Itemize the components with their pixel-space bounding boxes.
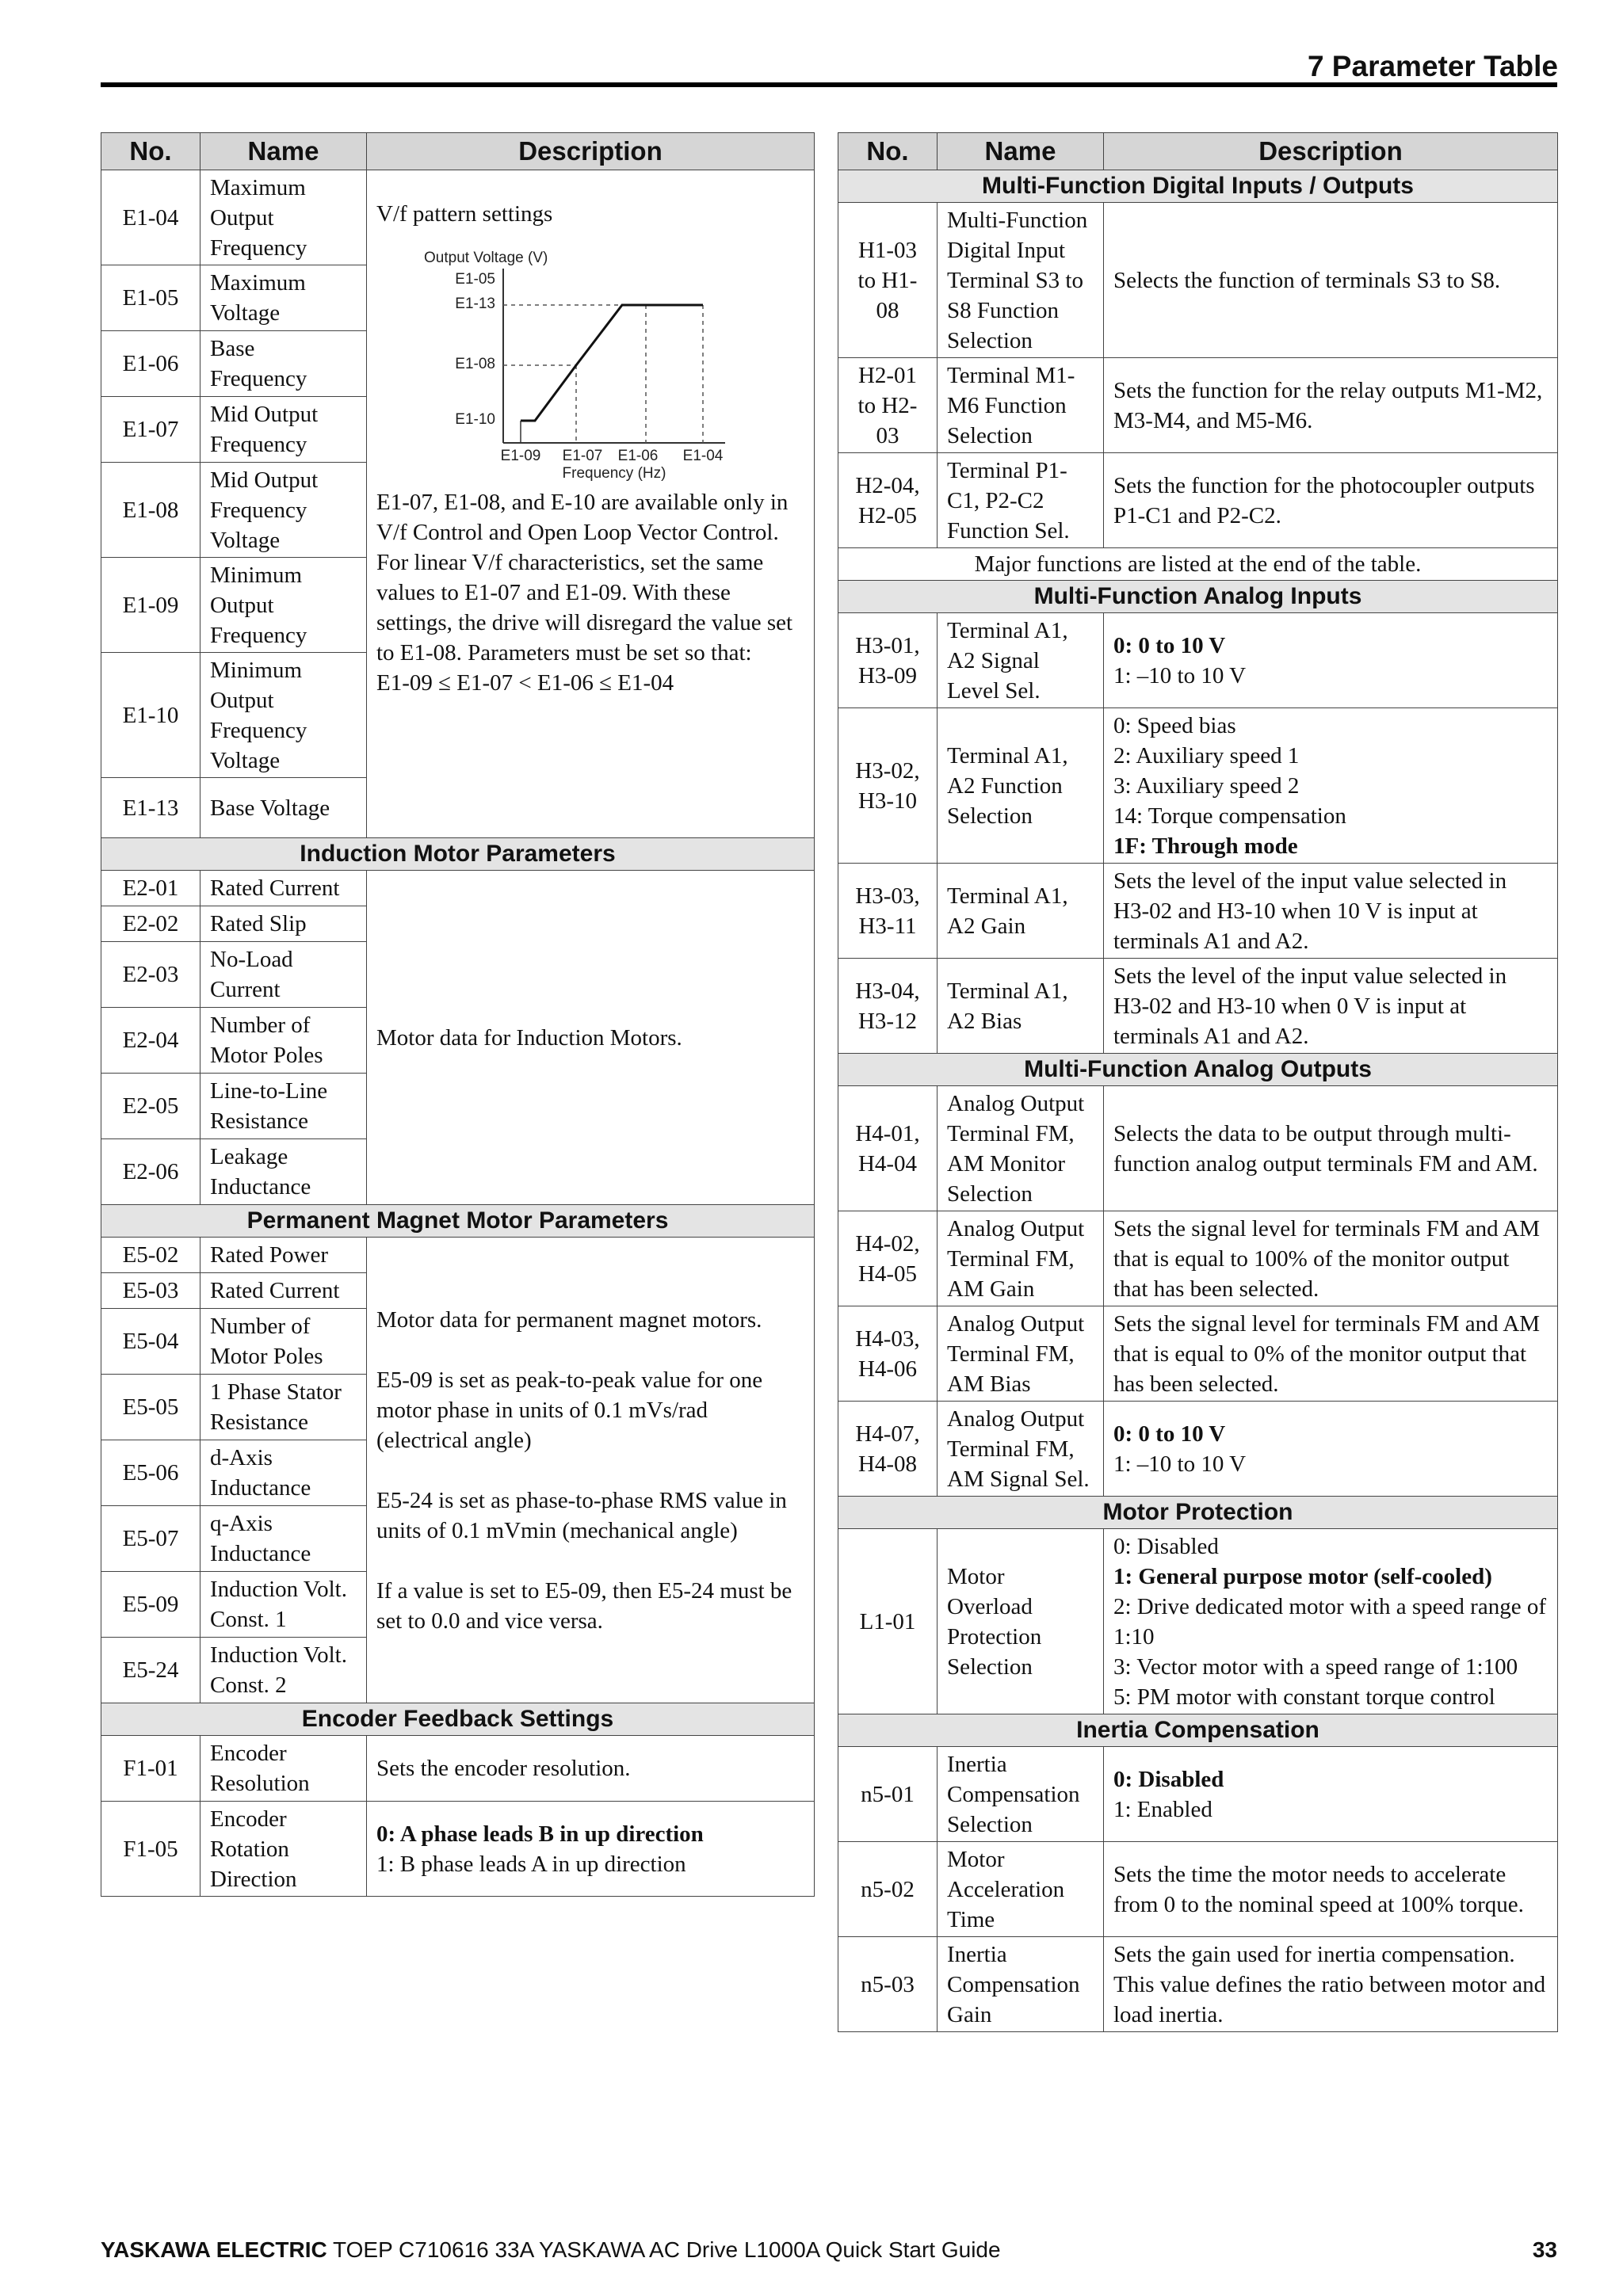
param-no: H4-07, H4-08 bbox=[838, 1402, 938, 1497]
param-no: H4-01, H4-04 bbox=[838, 1086, 938, 1211]
table-note-row bbox=[838, 548, 1558, 581]
param-name: Maximum Output Frequency bbox=[200, 170, 367, 265]
option: 5: PM motor with constant torque control bbox=[1113, 1684, 1495, 1710]
section-header bbox=[101, 838, 815, 871]
section-title: Multi-Function Digital Inputs / Outputs bbox=[838, 170, 1558, 203]
param-description: Sets the function for the relay outputs M1-M2, M3-M4, and M5-M6. bbox=[1104, 358, 1558, 453]
param-no: E5-02 bbox=[101, 1238, 200, 1273]
chart-y-label: E1-05 bbox=[455, 271, 495, 288]
param-no: E1-13 bbox=[101, 778, 200, 838]
column-header-description: Description bbox=[1104, 133, 1558, 170]
default-option: 0: Disabled bbox=[1113, 1766, 1224, 1792]
param-name: d-Axis Inductance bbox=[200, 1440, 367, 1506]
param-description: Sets the level of the input value selected in H3-02 and H3-10 when 0 V is input at terminals A1 and A2. bbox=[1104, 959, 1558, 1054]
param-description: Sets the time the motor needs to accelerate from 0 to the nominal speed at 100% torque. bbox=[1104, 1842, 1558, 1937]
pm-desc-line: E5-09 is set as peak-to-peak value for one motor phase in units of 0.1 mVs/rad (electrical angle) bbox=[376, 1367, 763, 1453]
column-header-description: Description bbox=[367, 133, 815, 170]
vf-pattern-chart bbox=[424, 245, 757, 482]
param-name: Inertia Compensation Selection bbox=[938, 1747, 1104, 1842]
param-name: Terminal A1, A2 Signal Level Sel. bbox=[938, 613, 1104, 708]
option: 2: Drive dedicated motor with a speed range of 1:10 bbox=[1113, 1593, 1546, 1650]
param-no: n5-03 bbox=[838, 1937, 938, 2032]
param-name: Terminal A1, A2 Gain bbox=[938, 864, 1104, 959]
param-name: Encoder Rotation Direction bbox=[200, 1802, 367, 1897]
table-header-row bbox=[101, 133, 815, 170]
param-no: H3-01, H3-09 bbox=[838, 613, 938, 708]
param-no: H4-02, H4-05 bbox=[838, 1211, 938, 1306]
section-title: Multi-Function Analog Outputs bbox=[838, 1054, 1558, 1086]
param-description: Sets the encoder resolution. bbox=[367, 1736, 815, 1802]
param-no: H3-04, H3-12 bbox=[838, 959, 938, 1054]
param-name: Minimum Output Frequency bbox=[200, 558, 367, 653]
param-name: Motor Overload Protection Selection bbox=[938, 1529, 1104, 1714]
param-no: F1-05 bbox=[101, 1802, 200, 1897]
section-header bbox=[838, 170, 1558, 203]
param-name: Analog Output Terminal FM, AM Monitor Selection bbox=[938, 1086, 1104, 1211]
table-row bbox=[838, 1086, 1558, 1211]
chart-x-label: E1-09 bbox=[500, 448, 541, 464]
left-parameter-table bbox=[101, 132, 815, 1897]
table-row bbox=[101, 1238, 815, 1273]
param-no: E5-04 bbox=[101, 1309, 200, 1375]
param-no: E1-10 bbox=[101, 653, 200, 778]
default-option: 1: General purpose motor (self-cooled) bbox=[1113, 1563, 1492, 1589]
header-rule bbox=[101, 82, 1557, 87]
param-name: Number of Motor Poles bbox=[200, 1309, 367, 1375]
page-footer bbox=[101, 2234, 1557, 2266]
param-name: No-Load Current bbox=[200, 942, 367, 1008]
param-description bbox=[1104, 613, 1558, 708]
param-description: Sets the function for the photocoupler outputs P1-C1 and P2-C2. bbox=[1104, 453, 1558, 548]
option: 1: –10 to 10 V bbox=[1113, 1451, 1247, 1477]
param-name: Leakage Inductance bbox=[200, 1139, 367, 1205]
section-header bbox=[838, 1054, 1558, 1086]
param-name: Line-to-Line Resistance bbox=[200, 1074, 367, 1139]
param-name: Analog Output Terminal FM, AM Gain bbox=[938, 1211, 1104, 1306]
param-name: Rated Slip bbox=[200, 906, 367, 942]
table-row bbox=[838, 453, 1558, 548]
option: 3: Auxiliary speed 2 bbox=[1113, 772, 1300, 799]
param-name: Terminal A1, A2 Bias bbox=[938, 959, 1104, 1054]
column-header-no: No. bbox=[101, 133, 200, 170]
param-no: H3-03, H3-11 bbox=[838, 864, 938, 959]
vf-pattern-notes: E1-07, E1-08, and E-10 are available only in V/f Control and Open Loop Vector Control. For linear V/f characteristics, set the same values to E1-07 and E1-09. With these settings, the drive will disregard the value set to E1-08. Parameters must be set so that: bbox=[376, 490, 793, 666]
default-option: 1F: Through mode bbox=[1113, 833, 1298, 859]
section-header bbox=[838, 1714, 1558, 1747]
chart-y-label: E1-13 bbox=[455, 296, 495, 312]
page-number: 33 bbox=[1532, 2237, 1557, 2262]
column-header-name: Name bbox=[938, 133, 1104, 170]
default-option: 0: A phase leads B in up direction bbox=[376, 1821, 704, 1847]
param-name: Terminal P1-C1, P2-C2 Function Sel. bbox=[938, 453, 1104, 548]
footer-brand: YASKAWA ELECTRIC bbox=[101, 2237, 327, 2262]
option: 1: –10 to 10 V bbox=[1113, 662, 1247, 688]
param-name: Terminal M1-M6 Function Selection bbox=[938, 358, 1104, 453]
param-no: E5-09 bbox=[101, 1572, 200, 1638]
table-row bbox=[101, 871, 815, 906]
param-no: E5-06 bbox=[101, 1440, 200, 1506]
param-no: H2-04, H2-05 bbox=[838, 453, 938, 548]
option: 14: Torque compensation bbox=[1113, 803, 1346, 829]
param-name: q-Axis Inductance bbox=[200, 1506, 367, 1572]
pm-desc-line: If a value is set to E5-09, then E5-24 must be set to 0.0 and vice versa. bbox=[376, 1577, 792, 1634]
option: 2: Auxiliary speed 1 bbox=[1113, 742, 1300, 769]
chart-x-title: Frequency (Hz) bbox=[562, 465, 666, 482]
param-name: Minimum Output Frequency Voltage bbox=[200, 653, 367, 778]
param-description: Selects the function of terminals S3 to S8. bbox=[1104, 203, 1558, 358]
param-no: H2-01 to H2-03 bbox=[838, 358, 938, 453]
option: 1: Enabled bbox=[1113, 1796, 1212, 1822]
section-title: Multi-Function Analog Inputs bbox=[838, 581, 1558, 613]
pm-desc-line: Motor data for permanent magnet motors. bbox=[376, 1306, 762, 1333]
default-option: 0: 0 to 10 V bbox=[1113, 1421, 1226, 1447]
table-row bbox=[838, 1529, 1558, 1714]
table-row bbox=[838, 1747, 1558, 1842]
param-description: Sets the signal level for terminals FM and AM that is equal to 0% of the monitor output that has been selected. bbox=[1104, 1306, 1558, 1402]
param-no: E2-06 bbox=[101, 1139, 200, 1205]
table-row bbox=[838, 864, 1558, 959]
param-name: Terminal A1, A2 Function Selection bbox=[938, 708, 1104, 864]
param-no: H4-03, H4-06 bbox=[838, 1306, 938, 1402]
pm-desc-line: E5-24 is set as phase-to-phase RMS value in units of 0.1 mVmin (mechanical angle) bbox=[376, 1487, 787, 1543]
vf-pattern-formula: E1-09 ≤ E1-07 < E1-06 ≤ E1-04 bbox=[376, 670, 674, 696]
param-name: Encoder Resolution bbox=[200, 1736, 367, 1802]
pm-motor-description bbox=[367, 1238, 815, 1703]
param-no: E5-03 bbox=[101, 1273, 200, 1309]
default-option: 0: 0 to 10 V bbox=[1113, 632, 1226, 658]
param-no: E1-09 bbox=[101, 558, 200, 653]
section-title: Permanent Magnet Motor Parameters bbox=[101, 1205, 815, 1238]
param-no: E1-04 bbox=[101, 170, 200, 265]
param-description bbox=[1104, 708, 1558, 864]
param-name: Induction Volt. Const. 2 bbox=[200, 1638, 367, 1703]
param-no: n5-01 bbox=[838, 1747, 938, 1842]
param-name: Rated Power bbox=[200, 1238, 367, 1273]
param-no: L1-01 bbox=[838, 1529, 938, 1714]
param-description bbox=[1104, 1529, 1558, 1714]
table-row bbox=[838, 1402, 1558, 1497]
param-name: Maximum Voltage bbox=[200, 265, 367, 331]
param-name: Mid Output Frequency bbox=[200, 397, 367, 463]
param-no: H3-02, H3-10 bbox=[838, 708, 938, 864]
param-no: E1-08 bbox=[101, 463, 200, 558]
vf-pattern-title: V/f pattern settings bbox=[376, 201, 553, 227]
param-name: Base Frequency bbox=[200, 331, 367, 397]
param-name: Inertia Compensation Gain bbox=[938, 1937, 1104, 2032]
param-name: 1 Phase Stator Resistance bbox=[200, 1375, 367, 1440]
section-title: 7 Parameter Table bbox=[1307, 50, 1558, 82]
option: 0: Disabled bbox=[1113, 1533, 1219, 1559]
param-no: E1-06 bbox=[101, 331, 200, 397]
chart-x-label: E1-04 bbox=[682, 448, 724, 464]
param-name: Induction Volt. Const. 1 bbox=[200, 1572, 367, 1638]
chart-y-label: E1-10 bbox=[455, 411, 495, 428]
section-title: Motor Protection bbox=[838, 1497, 1558, 1529]
param-no: E2-02 bbox=[101, 906, 200, 942]
table-row bbox=[101, 1802, 815, 1897]
param-description bbox=[1104, 1402, 1558, 1497]
param-no: F1-01 bbox=[101, 1736, 200, 1802]
option: 0: Speed bias bbox=[1113, 712, 1236, 738]
vf-pattern-description bbox=[367, 170, 815, 838]
table-row bbox=[838, 1842, 1558, 1937]
table-row bbox=[101, 170, 815, 265]
param-description: Sets the signal level for terminals FM and AM that is equal to 100% of the monitor output that has been selected. bbox=[1104, 1211, 1558, 1306]
section-title: Inertia Compensation bbox=[838, 1714, 1558, 1747]
param-name: Base Voltage bbox=[200, 778, 367, 838]
table-row bbox=[101, 1736, 815, 1802]
column-header-no: No. bbox=[838, 133, 938, 170]
param-name: Analog Output Terminal FM, AM Bias bbox=[938, 1306, 1104, 1402]
section-header bbox=[101, 1205, 815, 1238]
column-header-name: Name bbox=[200, 133, 367, 170]
param-no: E1-05 bbox=[101, 265, 200, 331]
param-name: Number of Motor Poles bbox=[200, 1008, 367, 1074]
param-name: Motor Acceleration Time bbox=[938, 1842, 1104, 1937]
param-no: n5-02 bbox=[838, 1842, 938, 1937]
section-header bbox=[101, 1703, 815, 1736]
param-name: Mid Output Frequency Voltage bbox=[200, 463, 367, 558]
param-description: Sets the level of the input value selected in H3-02 and H3-10 when 10 V is input at terminals A1 and A2. bbox=[1104, 864, 1558, 959]
option: 3: Vector motor with a speed range of 1:100 bbox=[1113, 1653, 1518, 1680]
induction-motor-description: Motor data for Induction Motors. bbox=[367, 871, 815, 1205]
chart-x-label: E1-07 bbox=[562, 448, 603, 464]
chart-y-label: E1-08 bbox=[455, 356, 495, 372]
param-no: E2-05 bbox=[101, 1074, 200, 1139]
param-name: Rated Current bbox=[200, 1273, 367, 1309]
param-no: E5-05 bbox=[101, 1375, 200, 1440]
chart-y-title: Output Voltage (V) bbox=[424, 250, 548, 266]
table-header-row bbox=[838, 133, 1558, 170]
param-description bbox=[1104, 1747, 1558, 1842]
param-description: Sets the gain used for inertia compensation. This value defines the ratio between motor and load inertia. bbox=[1104, 1937, 1558, 2032]
table-row bbox=[838, 959, 1558, 1054]
param-no: E2-04 bbox=[101, 1008, 200, 1074]
param-description: Selects the data to be output through multi-function analog output terminals FM and AM. bbox=[1104, 1086, 1558, 1211]
param-name: Multi-Function Digital Input Terminal S3 to S8 Function Selection bbox=[938, 203, 1104, 358]
table-note: Major functions are listed at the end of the table. bbox=[838, 548, 1558, 581]
section-header bbox=[838, 581, 1558, 613]
param-no: E2-01 bbox=[101, 871, 200, 906]
param-name: Rated Current bbox=[200, 871, 367, 906]
right-parameter-table bbox=[838, 132, 1558, 2032]
param-no: E5-24 bbox=[101, 1638, 200, 1703]
param-no: E5-07 bbox=[101, 1506, 200, 1572]
option: 1: B phase leads A in up direction bbox=[376, 1851, 686, 1877]
param-description bbox=[367, 1802, 815, 1897]
chart-x-label: E1-06 bbox=[617, 448, 659, 464]
section-header bbox=[838, 1497, 1558, 1529]
table-row bbox=[838, 1211, 1558, 1306]
table-row bbox=[838, 203, 1558, 358]
section-title: Encoder Feedback Settings bbox=[101, 1703, 815, 1736]
table-row bbox=[838, 1937, 1558, 2032]
param-no: E2-03 bbox=[101, 942, 200, 1008]
table-row bbox=[838, 708, 1558, 864]
table-row bbox=[838, 1306, 1558, 1402]
section-title: Induction Motor Parameters bbox=[101, 838, 815, 871]
param-name: Analog Output Terminal FM, AM Signal Sel. bbox=[938, 1402, 1104, 1497]
param-no: E1-07 bbox=[101, 397, 200, 463]
param-no: H1-03 to H1-08 bbox=[838, 203, 938, 358]
footer-document: TOEP C710616 33A YASKAWA AC Drive L1000A Quick Start Guide bbox=[333, 2237, 1001, 2262]
table-row bbox=[838, 613, 1558, 708]
table-row bbox=[838, 358, 1558, 453]
